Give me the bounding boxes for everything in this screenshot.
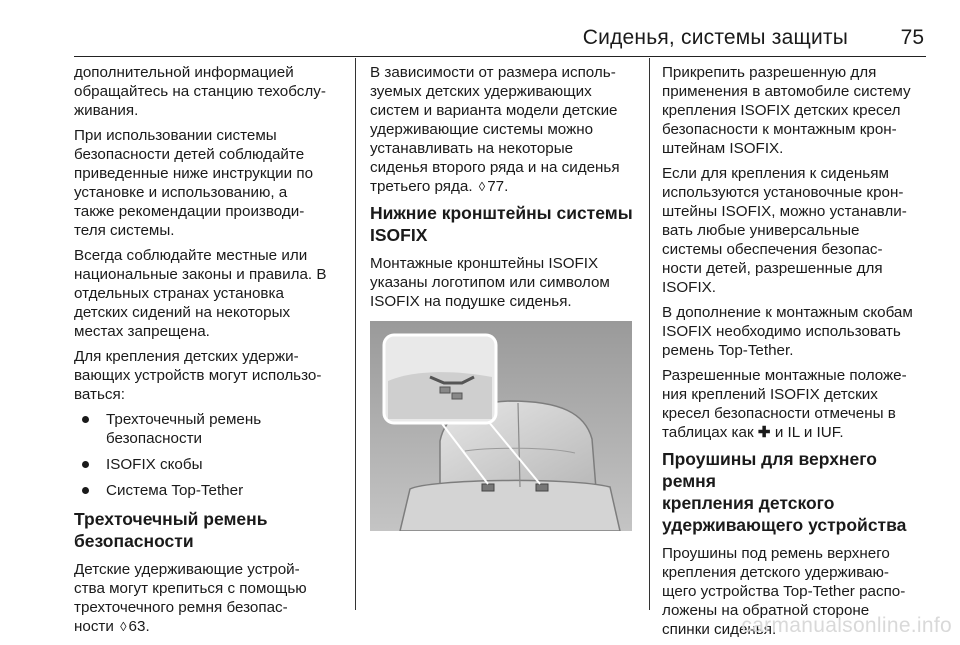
page-header <box>0 0 960 56</box>
page-title: Сиденья, системы защиты <box>582 26 848 49</box>
list-item <box>74 481 346 500</box>
paragraph: В дополнение к монтажным скобам ISOFIX необходимо использовать ремень Top-Tether. <box>662 304 913 359</box>
page-ref-link[interactable]: 77. <box>487 178 509 195</box>
bullet-icon <box>82 416 89 423</box>
section-heading: Проушины для верхнего ремня крепления детского удерживающего устройства <box>662 449 907 535</box>
section-heading: Трехточечный ремень безопасности <box>74 509 268 551</box>
seat-illustration-svg <box>370 321 632 531</box>
page-ref-icon: ◊ <box>120 619 127 634</box>
watermark: carmanualsonline.info <box>741 614 952 637</box>
paragraph: дополнительной информацией обращайтесь на станцию техобслу‐ живания. <box>74 64 326 119</box>
page-ref-link[interactable]: 63. <box>128 618 150 635</box>
paragraph-text: В зависимости от размера исполь‐ зуемых детских удерживающих систем и варианта модели детские удерживающие системы можно устанавливать на некоторые сиденья второго ряда и на сиденья третьего ряда. <box>370 64 620 195</box>
paragraph: Монтажные кронштейны ISOFIX указаны логотипом или символом ISOFIX на подушке сиденья. <box>370 255 610 310</box>
isofix-anchor-icon <box>536 484 548 491</box>
paragraph-text: Разрешенные монтажные положе‐ ния креплений ISOFIX детских кресел безопасности отмечены в таблицах как <box>662 367 907 441</box>
list-item-text: ISOFIX скобы <box>106 456 203 473</box>
list-item-text: Трехточечный ремень безопасности <box>106 411 262 447</box>
paragraph: При использовании системы безопасности детей соблюдайте приведенные ниже инструкции по установке и использованию, а также рекомендации производи‐ теля системы. <box>74 127 314 239</box>
column-right <box>662 63 934 645</box>
page-ref-icon: ◊ <box>478 179 486 194</box>
section-heading: Нижние кронштейны системы ISOFIX <box>370 203 633 245</box>
column-divider <box>355 58 356 610</box>
isofix-anchor-icon <box>482 484 494 491</box>
paragraph: Для крепления детских удержи‐ вающих устройств могут использо‐ ваться: <box>74 348 322 403</box>
list-item <box>74 455 346 474</box>
paragraph: Если для крепления к сиденьям используются установочные крон‐ штейны ISOFIX, можно устанавли‐ вать любые универсальные системы обеспечения безопас‐ ности детей, разрешенные для ISOFIX. <box>662 165 907 296</box>
isofix-seat-illustration <box>370 321 632 531</box>
header-rule <box>74 56 926 57</box>
plus-symbol-icon: ✚ <box>757 424 771 441</box>
seat-cushion <box>400 480 620 531</box>
list-item <box>74 410 346 448</box>
list-item-text: Система Top-Tether <box>106 482 244 499</box>
isofix-logo-icon <box>452 393 462 399</box>
bullet-icon <box>82 461 89 468</box>
isofix-logo-icon <box>440 387 450 393</box>
page-number: 75 <box>900 26 924 49</box>
inset-seat-surface <box>388 372 492 419</box>
paragraph: Всегда соблюдайте местные или национальные законы и правила. В отдельных странах установка детских сидений на некоторых местах запрещена. <box>74 247 327 340</box>
paragraph: Прикрепить разрешенную для применения в автомобиле систему крепления ISOFIX детских кресел безопасности к монтажным крон‐ штейнам ISOFIX. <box>662 64 911 157</box>
paragraph: Проушины под ремень верхнего крепления детского удерживаю‐ щего устройства Top-Tether распо‐ ложены на обратной стороне спинки сиденья. <box>662 545 906 638</box>
paragraph-text: Детские удерживающие устрой‐ ства могут крепиться с помощью трехточечного ремня безопас‐ ности <box>74 561 307 635</box>
bullet-list <box>74 410 346 500</box>
paragraph <box>370 63 638 196</box>
paragraph-text: и IL и IUF. <box>774 424 844 441</box>
column-left <box>74 63 346 642</box>
paragraph <box>74 560 346 636</box>
column-divider <box>649 58 650 610</box>
column-middle <box>370 63 638 537</box>
paragraph <box>662 366 934 442</box>
bullet-icon <box>82 487 89 494</box>
